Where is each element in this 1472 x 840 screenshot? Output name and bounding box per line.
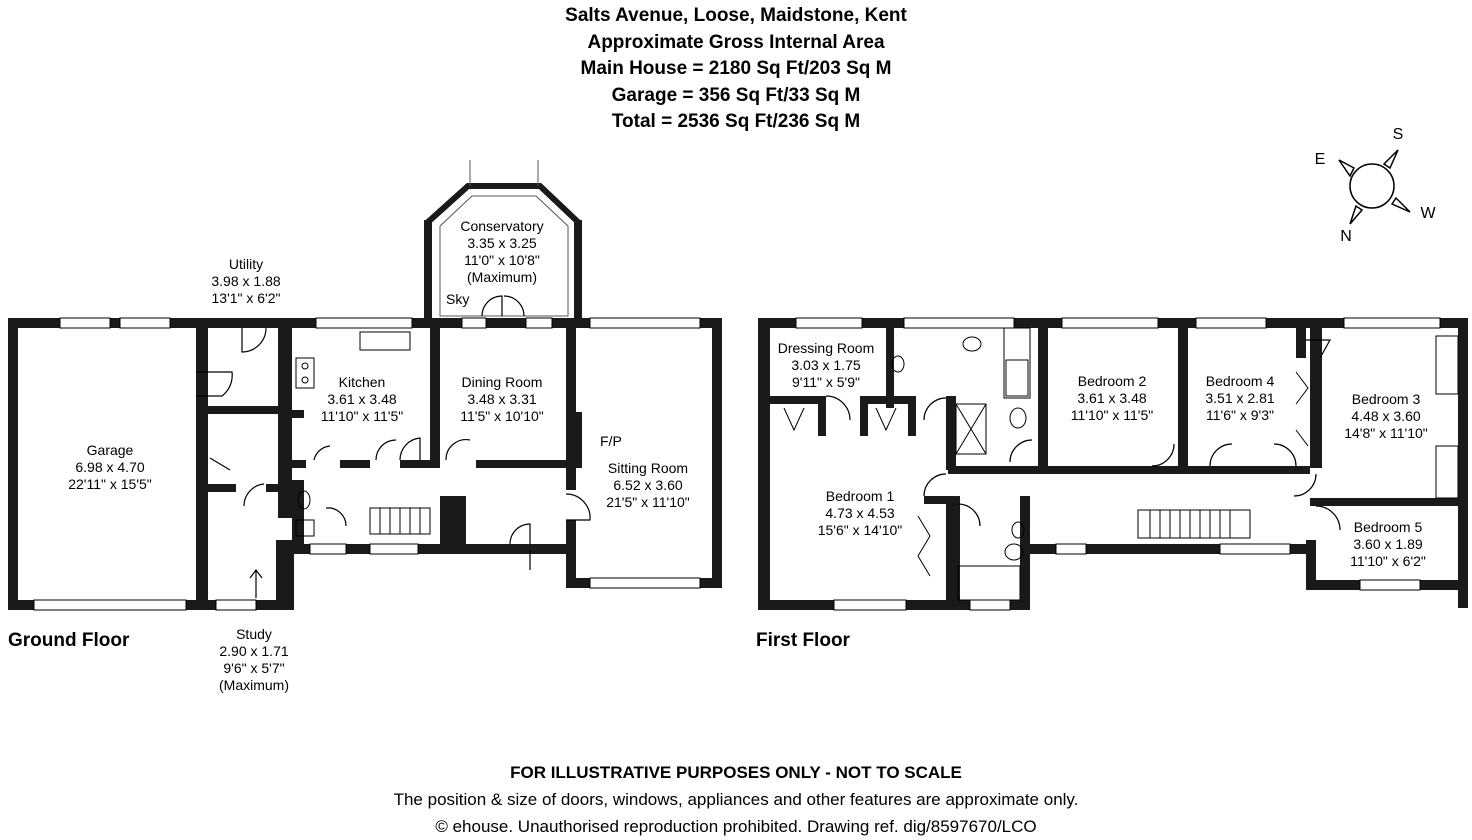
room-metric: 6.98 x 4.70 — [75, 459, 145, 475]
garage-area: Garage = 356 Sq Ft/33 Sq M — [611, 85, 861, 106]
room-garage — [68, 442, 152, 492]
main-house-area: Main House = 2180 Sq Ft/203 Sq M — [580, 58, 892, 79]
copyright: © ehouse. Unauthorised reproduction prohibited. Drawing ref. dig/8597670/LCO — [435, 817, 1037, 836]
room-imperial: 9'6" x 5'7" — [223, 660, 285, 676]
room-name: Dressing Room — [777, 340, 875, 356]
room-name: Utility — [228, 256, 264, 272]
room-metric: 3.60 x 1.89 — [1353, 536, 1423, 552]
room-metric: 3.98 x 1.88 — [211, 273, 281, 289]
first-floor-label: First Floor — [756, 630, 850, 651]
room-note: (Maximum) — [219, 677, 289, 693]
total-area: Total = 2536 Sq Ft/236 Sq M — [611, 111, 861, 132]
illustrative-notice: FOR ILLUSTRATIVE PURPOSES ONLY - NOT TO SCALE — [510, 763, 962, 782]
room-imperial: 22'11" x 15'5" — [68, 476, 152, 492]
room-imperial: 11'6" x 9'3" — [1206, 407, 1274, 423]
bathroom-fixtures — [892, 328, 1030, 600]
room-imperial: 21'5" x 11'10" — [606, 494, 690, 510]
room-metric: 3.35 x 3.25 — [467, 235, 537, 251]
room-name: Bedroom 5 — [1353, 519, 1423, 535]
room-imperial: 11'10" x 11'5" — [320, 408, 404, 424]
room-imperial: 15'6" x 14'10" — [817, 522, 903, 538]
room-bedroom-3 — [1344, 391, 1428, 441]
room-name: Bedroom 3 — [1351, 391, 1421, 407]
room-name: Bedroom 1 — [825, 488, 895, 504]
skylight-label: Sky — [446, 291, 470, 307]
room-name: Bedroom 4 — [1205, 373, 1275, 389]
compass-n: N — [1340, 228, 1352, 245]
room-imperial: 9'11" x 5'9" — [792, 374, 860, 390]
disclaimer: The position & size of doors, windows, appliances and other features are approximate only. — [393, 790, 1079, 809]
room-metric: 3.03 x 1.75 — [791, 357, 861, 373]
room-imperial: 11'10" x 6'2" — [1350, 553, 1426, 569]
room-name: Conservatory — [460, 218, 544, 234]
room-bedroom-1 — [818, 488, 903, 538]
fireplace-label: F/P — [600, 433, 622, 449]
ground-floor-label: Ground Floor — [8, 630, 130, 651]
room-name: Dining Room — [461, 374, 543, 390]
room-metric: 3.48 x 3.31 — [467, 391, 537, 407]
room-metric: 2.90 x 1.71 — [219, 643, 289, 659]
room-kitchen — [321, 374, 404, 424]
compass-icon — [1339, 150, 1410, 224]
room-imperial: 11'0" x 10'8" — [464, 252, 540, 268]
room-imperial: 14'8" x 11'10" — [1344, 425, 1428, 441]
room-metric: 3.51 x 2.81 — [1205, 390, 1275, 406]
ground-floor-stairs — [370, 508, 430, 534]
room-bedroom-2 — [1071, 373, 1154, 423]
room-name: Study — [236, 626, 272, 642]
room-imperial: 11'5" x 10'10" — [460, 408, 544, 424]
first-floor-stairs — [1138, 510, 1250, 538]
room-sitting — [606, 460, 690, 510]
room-conservatory — [460, 218, 543, 285]
room-metric: 3.61 x 3.48 — [327, 391, 397, 407]
room-metric: 6.52 x 3.60 — [613, 477, 683, 493]
room-metric: 4.48 x 3.60 — [1351, 408, 1421, 424]
room-imperial: 11'10" x 11'5" — [1070, 407, 1154, 423]
room-metric: 3.61 x 3.48 — [1077, 390, 1147, 406]
room-imperial: 13'1" x 6'2" — [211, 290, 281, 306]
room-name: Sitting Room — [607, 460, 689, 476]
room-metric: 4.73 x 4.53 — [825, 505, 895, 521]
room-note: (Maximum) — [467, 269, 537, 285]
room-dining — [460, 374, 544, 424]
compass-e: E — [1314, 151, 1326, 168]
area-title: Approximate Gross Internal Area — [587, 32, 885, 53]
room-name: Kitchen — [338, 374, 386, 390]
room-name: Garage — [86, 442, 134, 458]
compass-w: W — [1420, 205, 1436, 222]
address-title: Salts Avenue, Loose, Maidstone, Kent — [565, 5, 907, 26]
room-name: Bedroom 2 — [1077, 373, 1147, 389]
room-utility — [211, 256, 280, 306]
room-bedroom-5 — [1350, 519, 1426, 569]
room-dressing — [778, 340, 874, 390]
compass-s: S — [1392, 126, 1404, 143]
room-bedroom-4 — [1205, 373, 1274, 423]
room-study — [219, 626, 289, 693]
